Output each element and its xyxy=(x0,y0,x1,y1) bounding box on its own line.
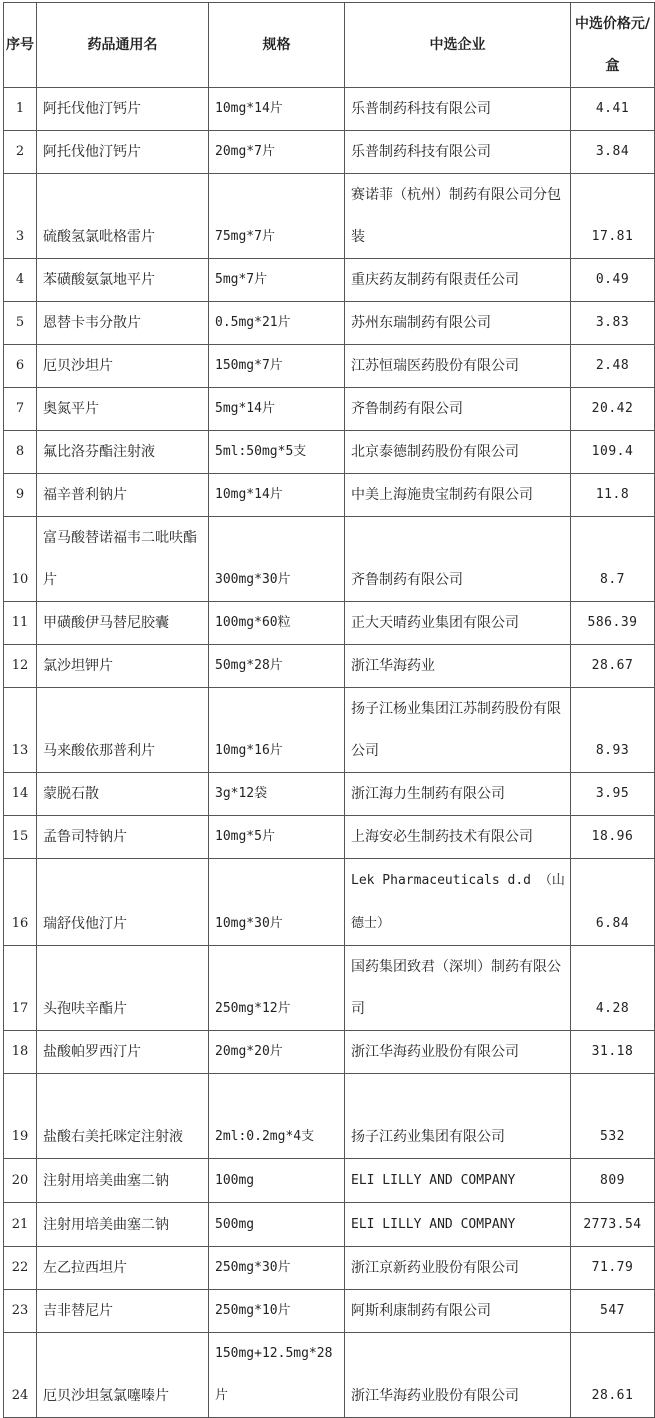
header-seq: 序号 xyxy=(4,3,37,88)
row-number: 19 xyxy=(4,1074,37,1159)
drug-spec: 250mg*30片 xyxy=(209,1247,345,1290)
company-name: 扬子江药业集团有限公司 xyxy=(345,1074,571,1159)
table-row xyxy=(4,302,655,345)
row-number: 12 xyxy=(4,645,37,688)
table-row xyxy=(4,859,655,946)
company-name-text: ELI LILLY AND COMPANY xyxy=(351,1217,516,1232)
price: 586.39 xyxy=(571,602,655,645)
table-row xyxy=(4,645,655,688)
table-row xyxy=(4,174,655,259)
table-row xyxy=(4,1203,655,1247)
row-number: 18 xyxy=(4,1031,37,1074)
row-number: 1 xyxy=(4,88,37,131)
company-name: 北京泰德制药股份有限公司 xyxy=(345,431,571,474)
company-name: 中美上海施贵宝制药有限公司 xyxy=(345,474,571,517)
drug-name: 左乙拉西坦片 xyxy=(37,1247,209,1290)
drug-name: 苯磺酸氨氯地平片 xyxy=(37,259,209,302)
row-number: 3 xyxy=(4,174,37,259)
table-row xyxy=(4,474,655,517)
row-number: 9 xyxy=(4,474,37,517)
drug-spec: 50mg*28片 xyxy=(209,645,345,688)
company-name: 浙江海力生制药有限公司 xyxy=(345,773,571,816)
row-number: 22 xyxy=(4,1247,37,1290)
row-number: 16 xyxy=(4,859,37,946)
company-name: 赛诺菲（杭州）制药有限公司分包装 xyxy=(345,174,571,259)
row-number: 7 xyxy=(4,388,37,431)
drug-name: 注射用培美曲塞二钠 xyxy=(37,1159,209,1203)
price: 8.93 xyxy=(571,688,655,773)
drug-name: 福辛普利钠片 xyxy=(37,474,209,517)
drug-spec: 75mg*7片 xyxy=(209,174,345,259)
price: 8.7 xyxy=(571,517,655,602)
drug-name: 盐酸右美托咪定注射液 xyxy=(37,1074,209,1159)
drug-spec: 5mg*7片 xyxy=(209,259,345,302)
drug-spec: 10mg*30片 xyxy=(209,859,345,946)
row-number: 13 xyxy=(4,688,37,773)
company-name: 重庆药友制药有限责任公司 xyxy=(345,259,571,302)
header-drug-name: 药品通用名 xyxy=(37,3,209,88)
row-number: 11 xyxy=(4,602,37,645)
drug-name: 氟比洛芬酯注射液 xyxy=(37,431,209,474)
drug-spec: 500mg xyxy=(209,1203,345,1247)
price: 71.79 xyxy=(571,1247,655,1290)
price: 28.61 xyxy=(571,1333,655,1418)
drug-name: 恩替卡韦分散片 xyxy=(37,302,209,345)
price: 11.8 xyxy=(571,474,655,517)
row-number: 6 xyxy=(4,345,37,388)
company-name: 齐鲁制药有限公司 xyxy=(345,388,571,431)
drug-name: 氯沙坦钾片 xyxy=(37,645,209,688)
price: 3.95 xyxy=(571,773,655,816)
company-name: 国药集团致君（深圳）制药有限公司 xyxy=(345,946,571,1031)
drug-name: 奥氮平片 xyxy=(37,388,209,431)
company-name-text: ELI LILLY AND COMPANY xyxy=(351,1173,516,1188)
price: 17.81 xyxy=(571,174,655,259)
company-name: 浙江华海药业股份有限公司 xyxy=(345,1333,571,1418)
table-row xyxy=(4,88,655,131)
drug-spec: 5ml:50mg*5支 xyxy=(209,431,345,474)
drug-spec: 0.5mg*21片 xyxy=(209,302,345,345)
table-row xyxy=(4,946,655,1031)
price: 28.67 xyxy=(571,645,655,688)
table-row xyxy=(4,688,655,773)
row-number: 8 xyxy=(4,431,37,474)
drug-spec: 10mg*5片 xyxy=(209,816,345,859)
row-number: 2 xyxy=(4,131,37,174)
table-row xyxy=(4,259,655,302)
table-row xyxy=(4,1159,655,1203)
table-row xyxy=(4,131,655,174)
drug-name: 蒙脱石散 xyxy=(37,773,209,816)
drug-name: 厄贝沙坦氢氯噻嗪片 xyxy=(37,1333,209,1418)
drug-spec: 10mg*14片 xyxy=(209,88,345,131)
drug-name: 马来酸依那普利片 xyxy=(37,688,209,773)
table-row xyxy=(4,517,655,602)
row-number: 5 xyxy=(4,302,37,345)
drug-spec: 3g*12袋 xyxy=(209,773,345,816)
header-price: 中选价格元/盒 xyxy=(571,3,655,88)
price: 3.83 xyxy=(571,302,655,345)
table-header-row xyxy=(4,3,655,88)
price: 109.4 xyxy=(571,431,655,474)
drug-name: 盐酸帕罗西汀片 xyxy=(37,1031,209,1074)
company-name: 乐普制药科技有限公司 xyxy=(345,131,571,174)
company-name: 浙江华海药业股份有限公司 xyxy=(345,1031,571,1074)
table-row xyxy=(4,1074,655,1159)
row-number: 17 xyxy=(4,946,37,1031)
drug-name: 吉非替尼片 xyxy=(37,1290,209,1333)
price: 547 xyxy=(571,1290,655,1333)
company-name xyxy=(345,1203,571,1247)
drug-name: 厄贝沙坦片 xyxy=(37,345,209,388)
company-name: 浙江华海药业 xyxy=(345,645,571,688)
price: 809 xyxy=(571,1159,655,1203)
drug-spec: 20mg*7片 xyxy=(209,131,345,174)
drug-spec: 150mg+12.5mg*28片 xyxy=(209,1333,345,1418)
drug-spec: 300mg*30片 xyxy=(209,517,345,602)
table-row xyxy=(4,1031,655,1074)
table-row xyxy=(4,773,655,816)
drug-spec: 2ml:0.2mg*4支 xyxy=(209,1074,345,1159)
table-row xyxy=(4,602,655,645)
drug-spec: 5mg*14片 xyxy=(209,388,345,431)
row-number: 24 xyxy=(4,1333,37,1418)
row-number: 4 xyxy=(4,259,37,302)
company-name xyxy=(345,859,571,946)
drug-spec: 100mg xyxy=(209,1159,345,1203)
drug-spec: 20mg*20片 xyxy=(209,1031,345,1074)
drug-spec: 100mg*60粒 xyxy=(209,602,345,645)
drug-name: 阿托伐他汀钙片 xyxy=(37,88,209,131)
row-number: 21 xyxy=(4,1203,37,1247)
drug-name: 孟鲁司特钠片 xyxy=(37,816,209,859)
header-company: 中选企业 xyxy=(345,3,571,88)
price: 4.41 xyxy=(571,88,655,131)
price: 0.49 xyxy=(571,259,655,302)
table-row xyxy=(4,816,655,859)
price: 18.96 xyxy=(571,816,655,859)
price: 6.84 xyxy=(571,859,655,946)
price: 20.42 xyxy=(571,388,655,431)
drug-spec: 250mg*10片 xyxy=(209,1290,345,1333)
row-number: 15 xyxy=(4,816,37,859)
company-name: 上海安必生制药技术有限公司 xyxy=(345,816,571,859)
drug-name: 注射用培美曲塞二钠 xyxy=(37,1203,209,1247)
company-name: 扬子江杨业集团江苏制药股份有限公司 xyxy=(345,688,571,773)
row-number: 14 xyxy=(4,773,37,816)
table-row xyxy=(4,1290,655,1333)
drug-name: 头孢呋辛酯片 xyxy=(37,946,209,1031)
drug-name: 硫酸氢氯吡格雷片 xyxy=(37,174,209,259)
company-name: 乐普制药科技有限公司 xyxy=(345,88,571,131)
drug-spec: 10mg*14片 xyxy=(209,474,345,517)
drug-name: 甲磺酸伊马替尼胶囊 xyxy=(37,602,209,645)
company-name xyxy=(345,1159,571,1203)
company-name: 苏州东瑞制药有限公司 xyxy=(345,302,571,345)
price: 2.48 xyxy=(571,345,655,388)
company-name: 正大天晴药业集团有限公司 xyxy=(345,602,571,645)
drug-price-table xyxy=(3,2,655,1418)
table-row xyxy=(4,1247,655,1290)
drug-name: 阿托伐他汀钙片 xyxy=(37,131,209,174)
company-name: 齐鲁制药有限公司 xyxy=(345,517,571,602)
table-row xyxy=(4,388,655,431)
company-name: 浙江京新药业股份有限公司 xyxy=(345,1247,571,1290)
drug-spec: 10mg*16片 xyxy=(209,688,345,773)
price: 3.84 xyxy=(571,131,655,174)
header-spec: 规格 xyxy=(209,3,345,88)
price: 4.28 xyxy=(571,946,655,1031)
company-name: 阿斯利康制药有限公司 xyxy=(345,1290,571,1333)
row-number: 23 xyxy=(4,1290,37,1333)
table-row xyxy=(4,431,655,474)
drug-spec: 250mg*12片 xyxy=(209,946,345,1031)
price: 2773.54 xyxy=(571,1203,655,1247)
price: 31.18 xyxy=(571,1031,655,1074)
price: 532 xyxy=(571,1074,655,1159)
table-row xyxy=(4,1333,655,1418)
company-name-text: Lek Pharmaceuticals d.d （山德士） xyxy=(351,873,565,931)
company-name: 江苏恒瑞医药股份有限公司 xyxy=(345,345,571,388)
drug-name: 富马酸替诺福韦二吡呋酯片 xyxy=(37,517,209,602)
row-number: 20 xyxy=(4,1159,37,1203)
table-row xyxy=(4,345,655,388)
drug-spec: 150mg*7片 xyxy=(209,345,345,388)
row-number: 10 xyxy=(4,517,37,602)
drug-name: 瑞舒伐他汀片 xyxy=(37,859,209,946)
